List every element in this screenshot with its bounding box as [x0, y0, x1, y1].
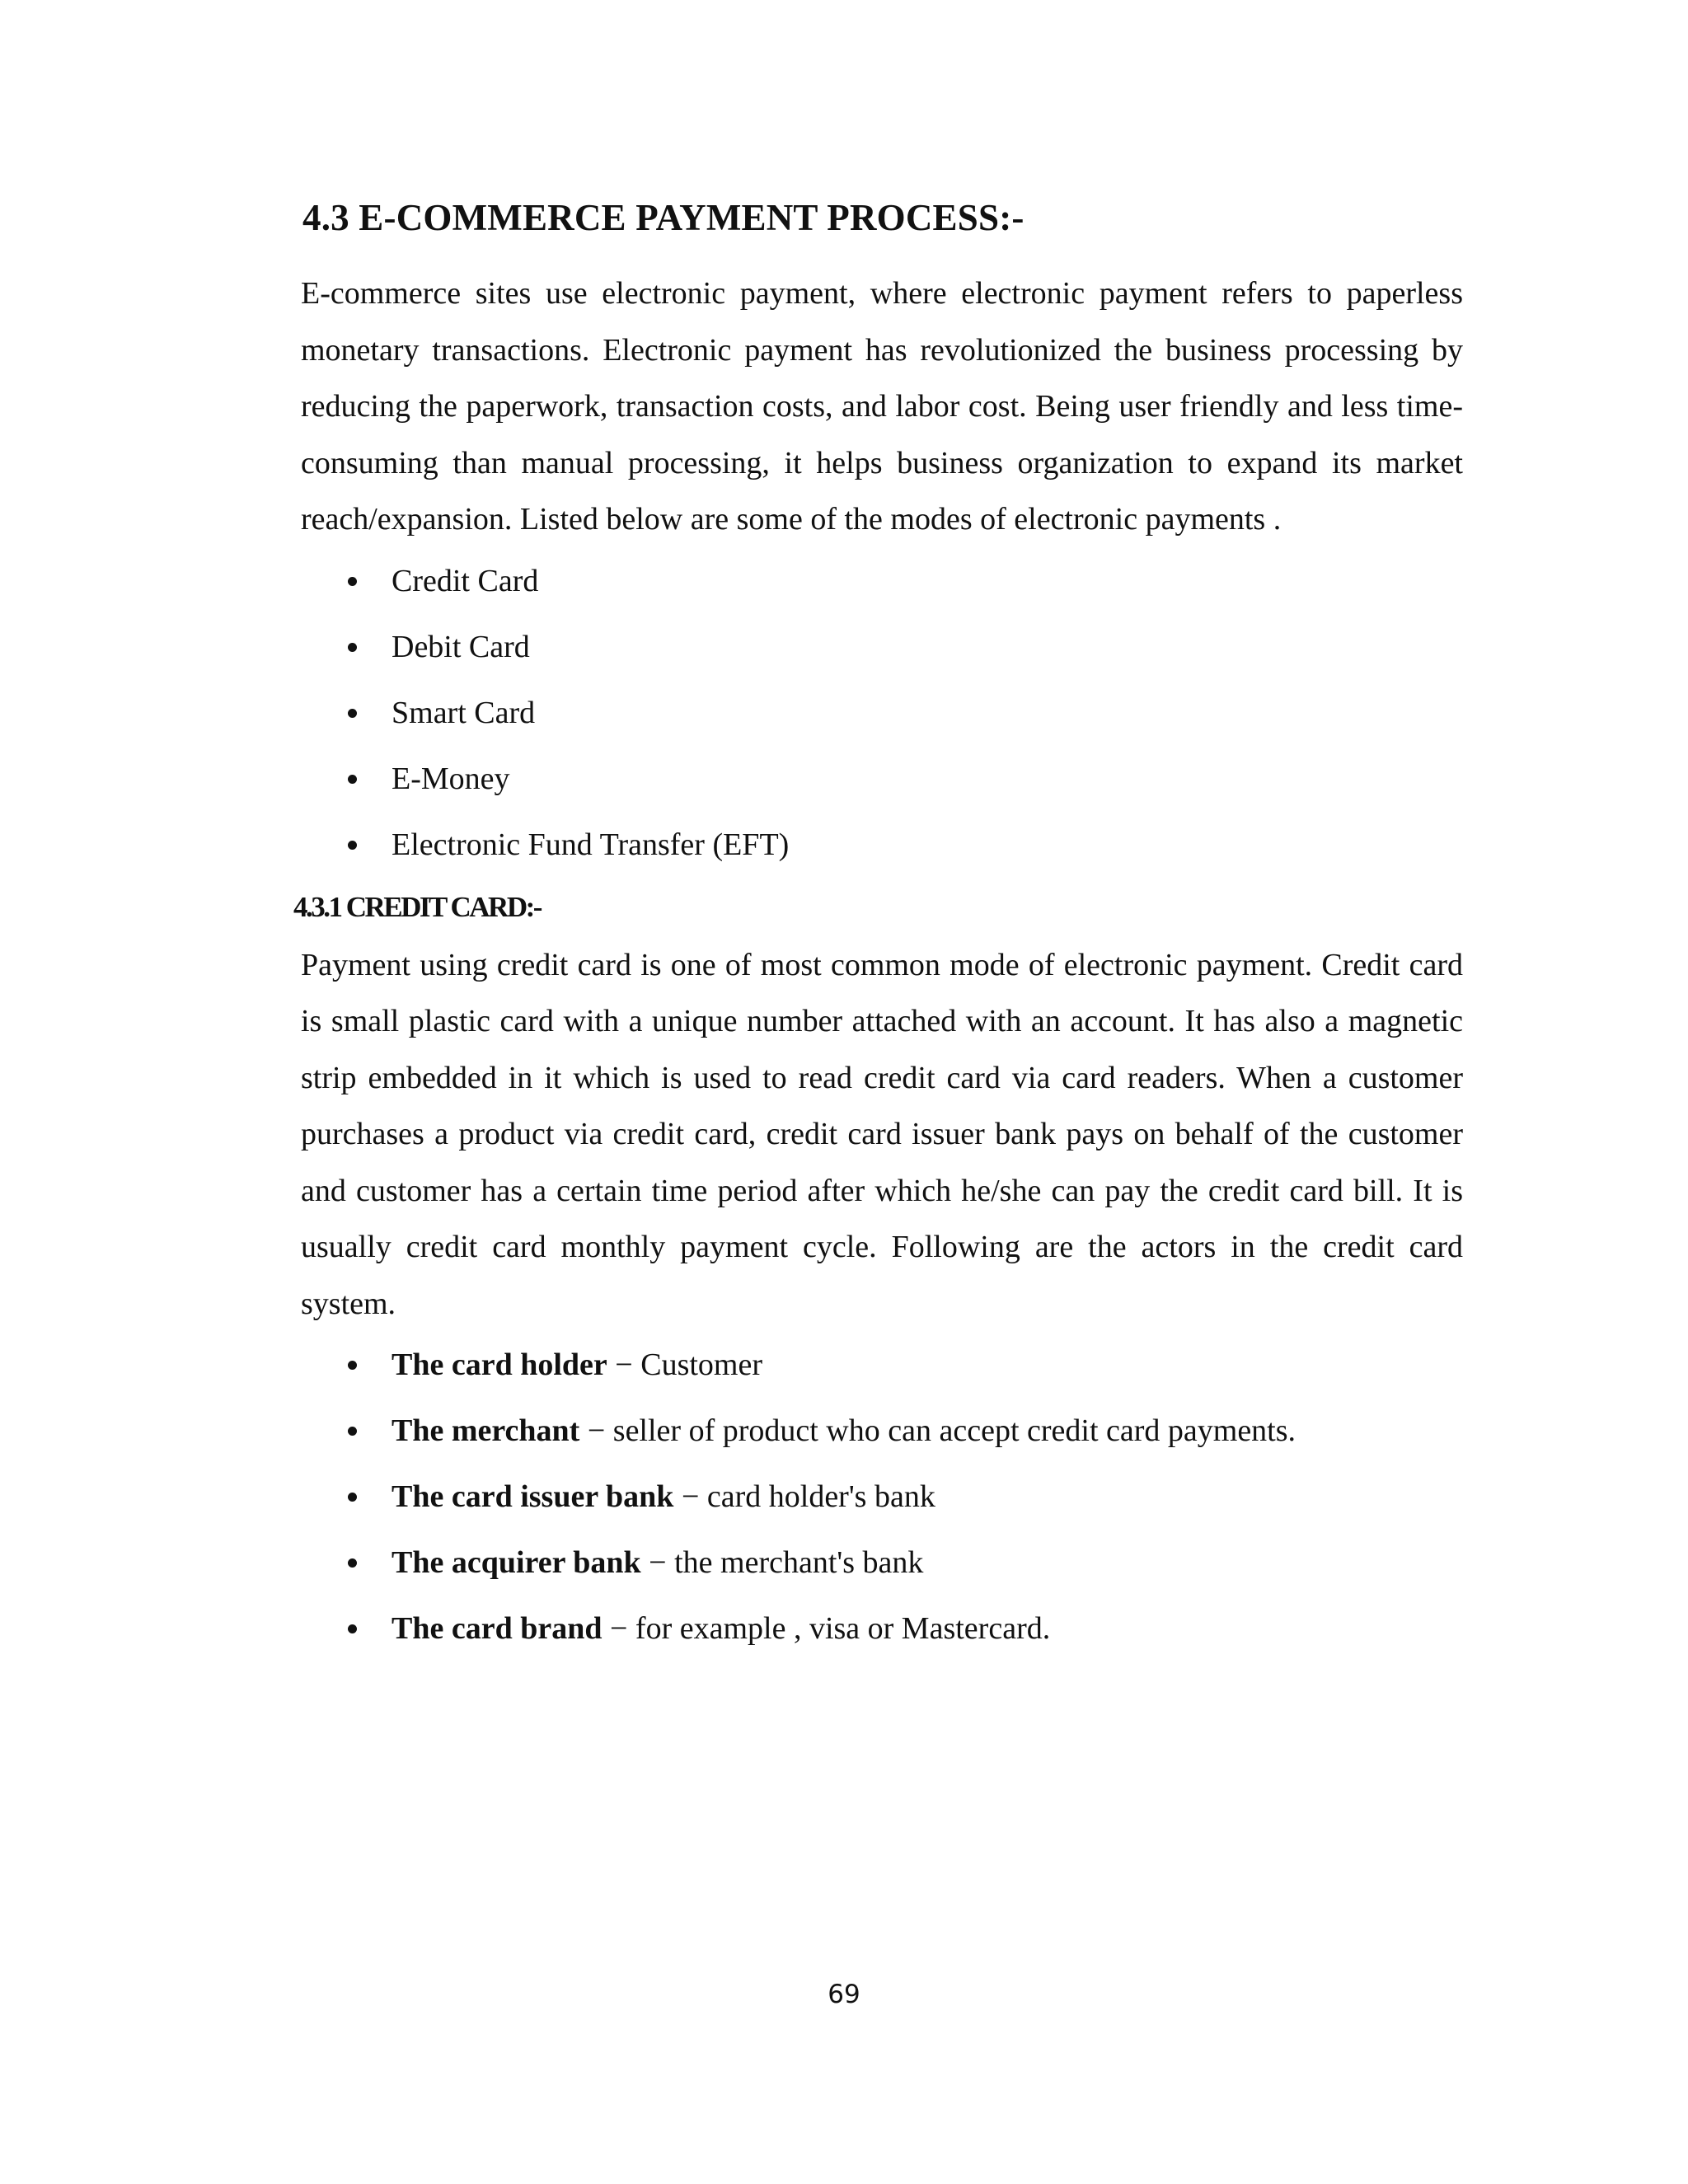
list-item-text: Debit Card [392, 629, 530, 664]
actor-description: the merchant's bank [674, 1545, 924, 1580]
list-item [301, 680, 1463, 746]
actor-description: for example , visa or Mastercard. [635, 1611, 1051, 1646]
list-item [301, 812, 1463, 878]
actor-description: seller of product who can accept credit card payments. [612, 1413, 1296, 1448]
bullet-icon [348, 1427, 357, 1436]
intro-paragraph: E-commerce sites use electronic payment, where electronic payment refers to paperless monetary transactions. Electronic payment has revolutionized the business processing by reducing the paperwork, transaction costs, and labor cost. Being user friendly and less time-consuming than manual processing, it helps business organization to expand its market reach/expansion. Listed below are some of the modes of electronic payments . [301, 276, 1463, 537]
bullet-icon [348, 643, 357, 652]
section-title: 4.3 E-COMMERCE PAYMENT PROCESS:- [302, 197, 1025, 238]
list-item [301, 746, 1463, 812]
list-item [301, 548, 1463, 614]
page-content [293, 194, 1463, 1661]
list-item [301, 1398, 1463, 1464]
credit-card-actors-list [301, 1332, 1463, 1661]
bullet-icon [348, 1361, 357, 1370]
list-item [301, 614, 1463, 680]
list-item [301, 1596, 1463, 1661]
actor-term: The card holder [392, 1347, 607, 1382]
actor-description: card holder's bank [706, 1479, 935, 1514]
actor-term: The merchant [392, 1413, 580, 1448]
actor-separator: − [579, 1413, 613, 1448]
actor-term: The card brand [392, 1611, 603, 1646]
actor-description: Customer [640, 1347, 762, 1382]
actor-separator: − [607, 1347, 641, 1382]
bullet-icon [348, 1493, 357, 1502]
actor-term: The acquirer bank [392, 1545, 641, 1580]
payment-modes-list [301, 548, 1463, 878]
list-item-text: Credit Card [392, 563, 539, 598]
actor-separator: − [640, 1545, 675, 1580]
list-item-text: E-Money [392, 761, 510, 796]
credit-card-paragraph: Payment using credit card is one of most common mode of electronic payment. Credit card is small plastic card with a unique number attached with an account. It has also a magnetic strip embedded in it which is used to read credit card via card readers. When a customer purchases a product via credit card, credit card issuer bank pays on behalf of the customer and customer has a certain time period after which he/she can pay the credit card bill. It is usually credit card monthly payment cycle. Following are the actors in the credit card system. [301, 947, 1463, 1321]
actor-separator: − [602, 1611, 635, 1646]
bullet-icon [348, 1624, 357, 1633]
subsection-title: 4.3.1 CREDIT CARD:- [293, 890, 541, 923]
list-item [301, 1464, 1463, 1530]
bullet-icon [348, 709, 357, 718]
list-item-text: Smart Card [392, 695, 536, 730]
page-number: 69 [828, 1980, 860, 2009]
bullet-icon [348, 775, 357, 784]
list-item-text: Electronic Fund Transfer (EFT) [392, 827, 790, 862]
list-item [301, 1332, 1463, 1398]
bullet-icon [348, 1558, 357, 1568]
actor-term: The card issuer bank [392, 1479, 674, 1514]
bullet-icon [348, 577, 357, 586]
actor-separator: − [673, 1479, 707, 1514]
list-item [301, 1530, 1463, 1596]
bullet-icon [348, 841, 357, 850]
